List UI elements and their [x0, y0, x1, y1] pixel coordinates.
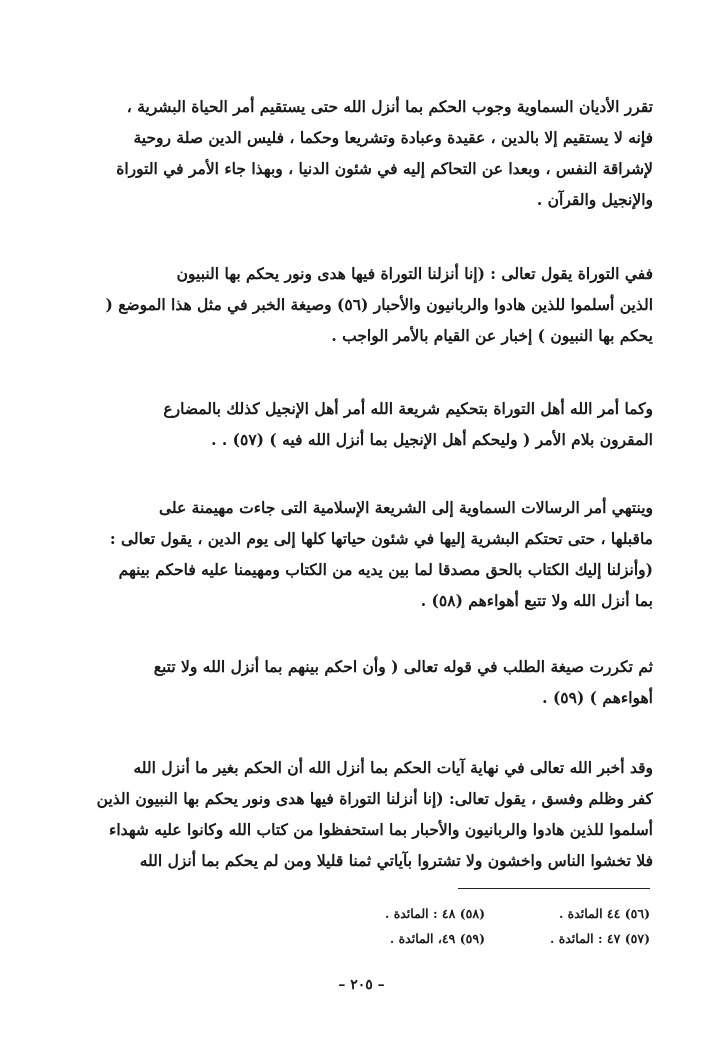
footnote-56: (٥٦) ٤٤ المائدة . [558, 906, 650, 921]
text-line: أسلموا للذين هادوا والربانيون والأحبار بما استحفظوا من كتاب الله وكانوا عليه شهداء [109, 820, 653, 839]
text-line: كفر وظلم وفسق ، يقول تعالى: (إنا أنزلنا التوراة فيها هدى ونور يحكم بها النبيون الذين [96, 789, 653, 808]
text-line: بما أنزل الله ولا تتبع أهواءهم (٥٨) . [420, 591, 653, 610]
footnote-57: (٥٧) ٤٧ : المائدة . [549, 931, 650, 946]
paragraph-2 [88, 258, 653, 351]
text-line: لإشراقة النفس ، وبعدا عن التحاكم إليه في شئون الدنيا ، وبهذا جاء الأمر في التوراة [116, 159, 653, 178]
text-line: ثم تكررت صيغة الطلب في قوله تعالى ( وأن احكم بينهم بما أنزل الله ولا تتبع [153, 657, 653, 676]
page-number: – ٢٠٥ – [338, 977, 385, 993]
text-line: والإنجيل والقرآن . [536, 190, 653, 209]
text-line: ماقبلها ، حتى تحتكم البشرية إليها في شئون حياتها كلها إلى يوم الدين ، يقول تعالى : [109, 529, 653, 548]
paragraph-1 [88, 91, 653, 215]
text-line: فلا تخشوا الناس واخشون ولا تشتروا بآياتي ثمنا قليلا ومن لم يحكم بما أنزل الله [139, 851, 653, 870]
paragraph-5 [88, 651, 653, 713]
text-line: الذين أسلموا للذين هادوا والربانيون والأحبار (٥٦) وصيغة الخبر في مثل هذا الموضع ( [105, 295, 653, 314]
text-line: ففي التوراة يقول تعالى : (إنا أنزلنا التوراة فيها هدى ونور يحكم بها النبيون [176, 264, 653, 283]
paragraph-6 [88, 752, 653, 876]
footnote-divider [458, 888, 650, 889]
text-line: (وأنزلنا إليك الكتاب بالحق مصدقا لما بين يديه من الكتاب ومهيمنا عليه فاحكم بينهم [118, 560, 653, 579]
text-line: تقرر الأديان السماوية وجوب الحكم بما أنزل الله حتى يستقيم أمر الحياة البشرية ، [126, 97, 653, 116]
text-line: وقد أخبر الله تعالى في نهاية آيات الحكم بما أنزل الله أن الحكم بغير ما أنزل الله [133, 758, 653, 777]
paragraph-3 [88, 393, 653, 455]
text-line: وينتهي أمر الرسالات السماوية إلى الشريعة الإسلامية التى جاءت مهيمنة على [158, 498, 653, 517]
footnote-59: (٥٩) ٤٩، المائدة . [389, 931, 485, 946]
text-line: المقرون بلام الأمر ( وليحكم أهل الإنجيل بما أنزل الله فيه ) (٥٧) . . [211, 430, 653, 449]
footnote-58: (٥٨) ٤٨ : المائدة . [384, 906, 485, 921]
paragraph-4 [88, 492, 653, 616]
text-line: فإنه لا يستقيم إلا بالدين ، عقيدة وعبادة وتشريعا وحكما ، فليس الدين صلة روحية [133, 128, 653, 147]
text-line: وكما أمر الله أهل التوراة بتحكيم شريعة الله أمر أهل الإنجيل كذلك بالمضارع [163, 399, 653, 418]
text-line: أهواءهم ) (٥٩) . [542, 688, 653, 707]
text-line: يحكم بها النبيون ) إخبار عن القيام بالأمر الواجب . [331, 326, 653, 345]
